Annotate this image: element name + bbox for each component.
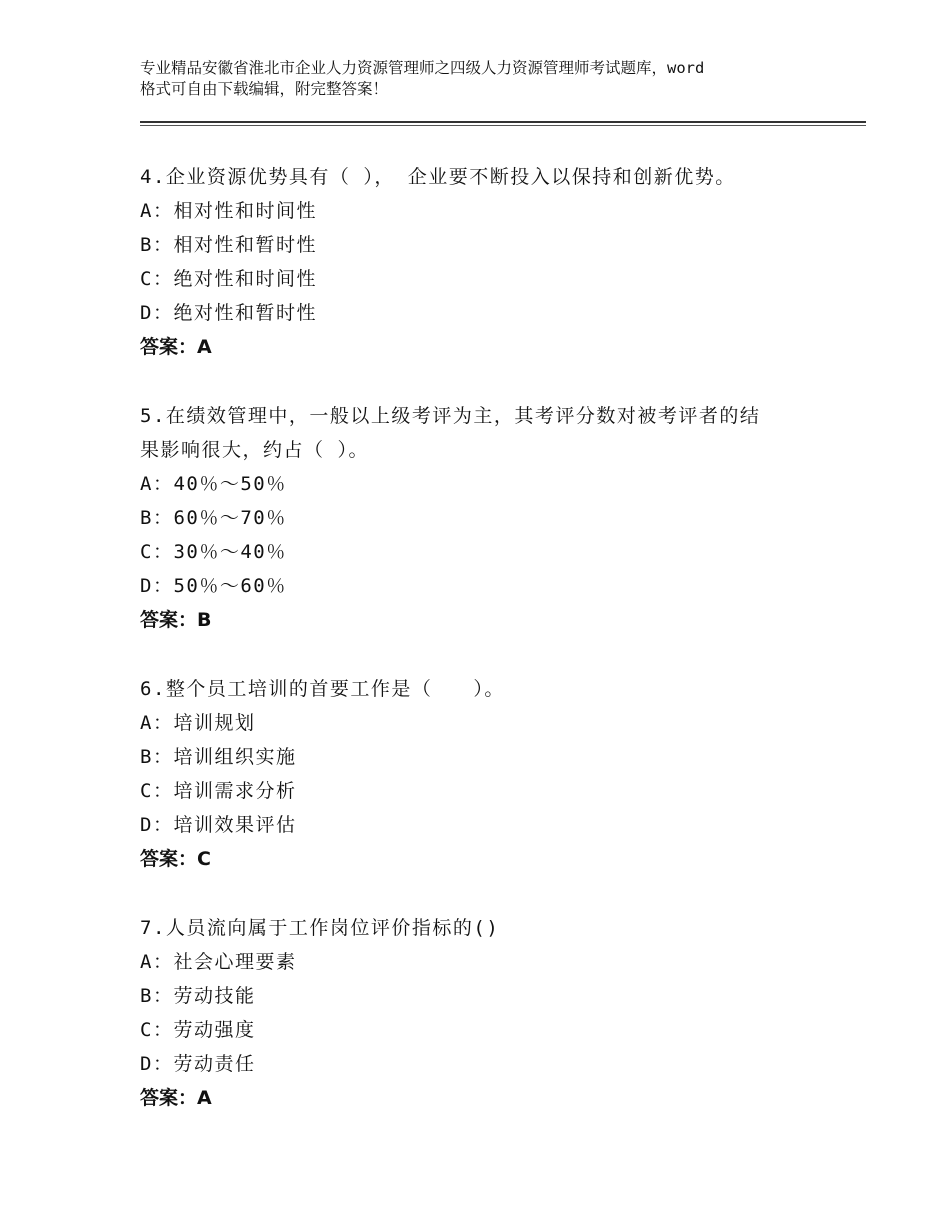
question-text: 4.企业资源优势具有（ ）， 企业要不断投入以保持和创新优势。	[140, 166, 736, 188]
answer-label: 答案：B	[140, 609, 212, 631]
question-text-continued: 果影响很大，约占（ ）。	[140, 439, 369, 461]
option-c: C：绝对性和时间性	[140, 268, 317, 290]
question-7	[140, 911, 840, 1115]
header-divider-thin	[140, 125, 866, 126]
question-6	[140, 672, 840, 876]
answer-label: 答案：C	[140, 848, 211, 870]
option-a: A：培训规划	[140, 712, 256, 734]
option-b: B：培训组织实施	[140, 746, 297, 768]
question-text: 7.人员流向属于工作岗位评价指标的()	[140, 917, 500, 939]
option-b: B：60％～70％	[140, 507, 287, 529]
header-line-1: 专业精品安徽省淮北市企业人力资源管理师之四级人力资源管理师考试题库，word	[140, 59, 705, 77]
option-b: B：相对性和暂时性	[140, 234, 317, 256]
question-list	[140, 160, 840, 1150]
question-text: 5.在绩效管理中，一般以上级考评为主，其考评分数对被考评者的结	[140, 405, 761, 427]
option-d: D：绝对性和暂时性	[140, 302, 317, 324]
option-c: C：劳动强度	[140, 1019, 256, 1041]
document-header	[140, 58, 830, 100]
option-c: C：培训需求分析	[140, 780, 297, 802]
option-a: A：40％～50％	[140, 473, 287, 495]
option-d: D：培训效果评估	[140, 814, 297, 836]
option-b: B：劳动技能	[140, 985, 256, 1007]
option-d: D：50％～60％	[140, 575, 287, 597]
question-text: 6.整个员工培训的首要工作是（ ）。	[140, 678, 505, 700]
option-c: C：30％～40％	[140, 541, 287, 563]
header-line-2: 格式可自由下载编辑，附完整答案！	[140, 80, 389, 98]
answer-label: 答案：A	[140, 336, 212, 358]
option-a: A：相对性和时间性	[140, 200, 317, 222]
option-d: D：劳动责任	[140, 1053, 256, 1075]
question-4	[140, 160, 840, 364]
header-divider-thick	[140, 121, 866, 123]
question-5	[140, 399, 840, 637]
option-a: A：社会心理要素	[140, 951, 297, 973]
answer-label: 答案：A	[140, 1087, 212, 1109]
